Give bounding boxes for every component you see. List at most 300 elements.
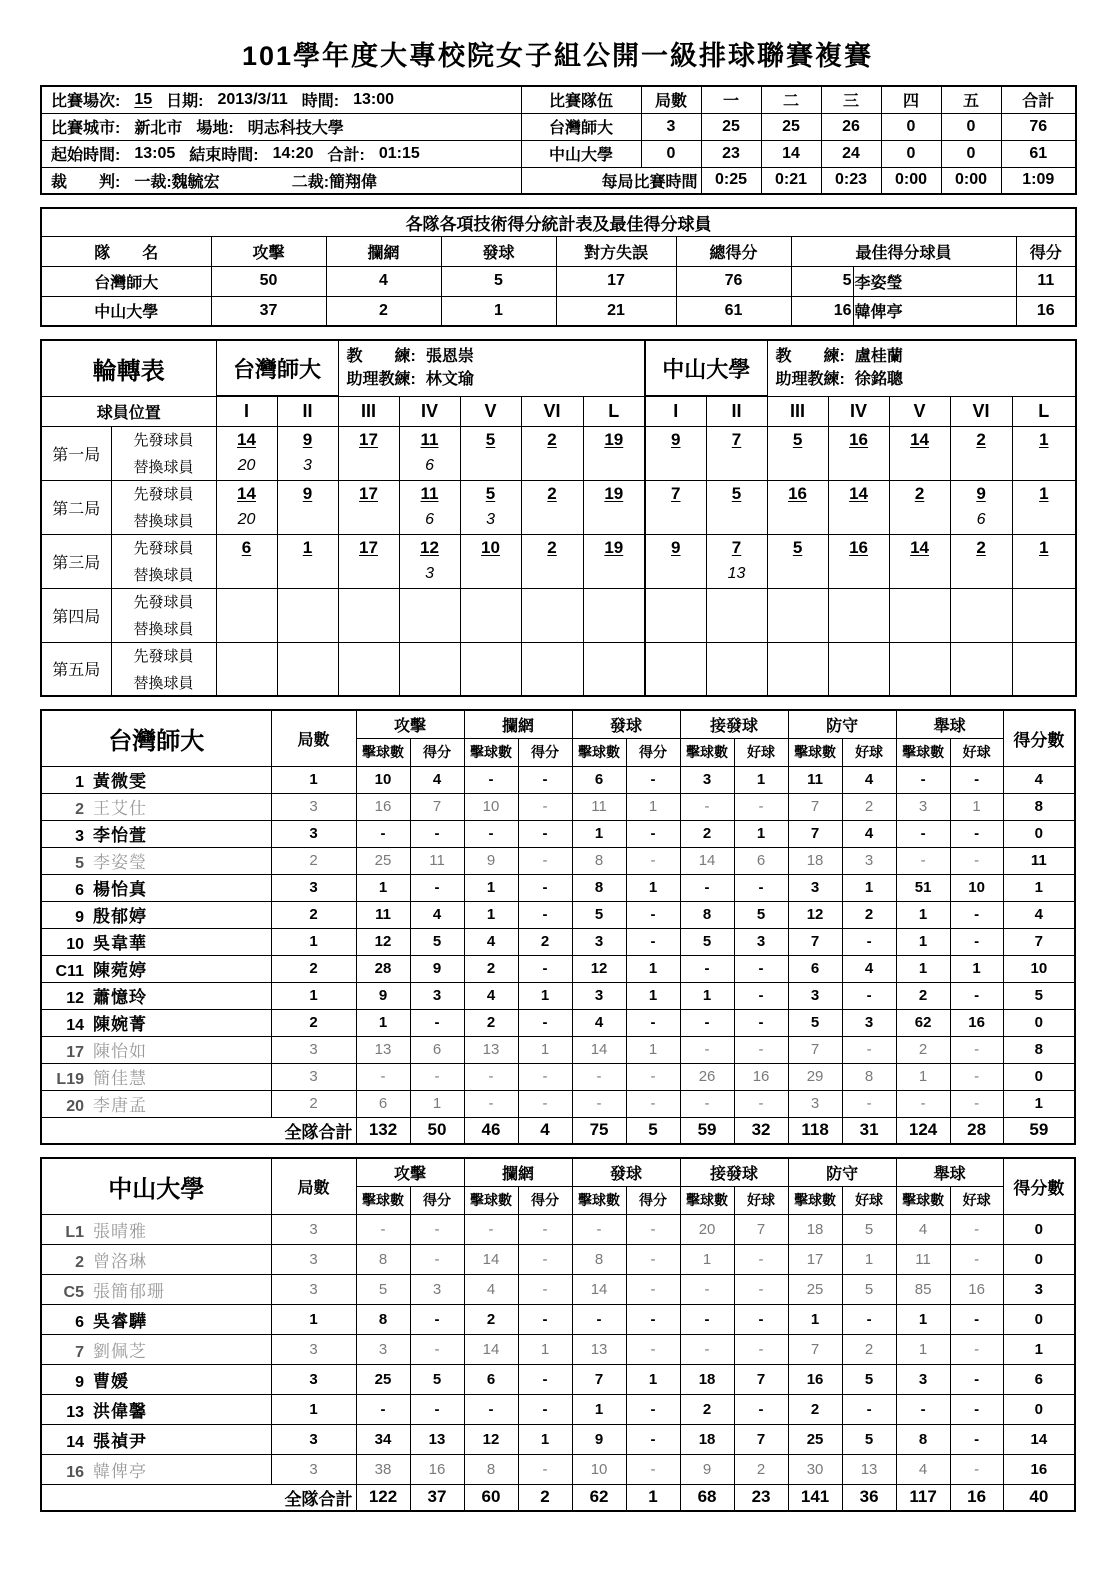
stat-subheader: 擊球數 [356,1186,410,1214]
stat-cell: 8 [356,1244,410,1274]
stat-cell: - [410,1214,464,1244]
total-stat-cell: 37 [410,1484,464,1511]
stat-cell: 2 [842,793,896,820]
sets-won-cell: 3 [641,113,701,140]
page-title: 101學年度大專校院女子組公開一級排球聯賽複賽 [241,41,874,71]
substitute-player-number [1012,507,1076,534]
sets-played-cell: 3 [271,1036,356,1063]
stat-cell: 9 [572,1424,626,1454]
player-name: 劉佩芝 [93,1341,147,1361]
substitute-player-number [338,561,399,588]
stat-cell: - [464,766,518,793]
starter-player-number [460,642,521,669]
stat-cell: - [734,874,788,901]
stat-subheader: 擊球數 [788,738,842,766]
stat-cell: 3 [410,1274,464,1304]
player-points-cell: 0 [1003,1214,1075,1244]
stat-cell: 4 [464,1274,518,1304]
substitute-player-number [583,453,645,480]
substitute-player-number [399,615,460,642]
summary-header-row [41,236,1076,266]
substitute-player-number [828,561,889,588]
starter-player-number: 7 [706,426,767,453]
rotation-starter-row [41,480,1076,507]
player-row [41,1274,1075,1304]
player-name: 張晴雅 [93,1221,147,1241]
stat-cell: - [518,1394,572,1424]
starter-player-number [950,642,1012,669]
stat-cell: - [518,1274,572,1304]
set-score-cell: 0 [881,140,941,167]
stat-cell: - [950,1364,1003,1394]
stat-cell: 1 [896,1334,950,1364]
stat-cell: 9 [680,1454,734,1484]
player-name-cell [41,1036,271,1063]
stat-cell: - [626,1274,680,1304]
stat-cell: 14 [464,1334,518,1364]
best-scorer-name: 李姿瑩 [853,266,1016,296]
stat-cell: - [680,1334,734,1364]
starter-player-number: 16 [828,534,889,561]
info-label: 場地: [196,120,234,137]
info-label: 結束時間: [189,147,259,164]
summary-data-row [41,266,1076,296]
set-score-cell: 23 [701,140,761,167]
starter-player-number [889,642,950,669]
attack-points-cell: 37 [211,296,326,326]
starter-player-number: 14 [828,480,889,507]
stat-cell: 5 [356,1274,410,1304]
stat-cell: 2 [680,820,734,847]
assistant-coach-name: 徐銘聰 [854,371,903,389]
player-name-cell [41,1424,271,1454]
player-points-cell: 0 [1003,1394,1075,1424]
stat-cell: 1 [842,874,896,901]
stat-cell: 18 [788,847,842,874]
player-name-cell [41,1334,271,1364]
starter-player-number: 17 [338,534,399,561]
score-grid-header-cell: 比賽隊伍 [521,86,641,113]
stat-cell: 1 [572,1394,626,1424]
match-info-row [41,113,1076,140]
starter-player-number: 1 [1012,480,1076,507]
substitute-player-number [645,507,706,534]
sets-played-cell: 3 [271,1334,356,1364]
team-name-cell: 中山大學 [41,1158,271,1214]
player-name-cell [41,1364,271,1394]
position-header-cell: IV [399,396,460,426]
player-points-cell: 6 [1003,1364,1075,1394]
stat-cell: 13 [410,1424,464,1454]
total-stat-cell: 4 [518,1117,572,1144]
stat-cell: 3 [896,1364,950,1394]
substitute-player-number [950,615,1012,642]
player-points-cell: 1 [1003,1090,1075,1117]
stat-group-header: 防守 [788,1158,896,1186]
stat-group-header: 攻擊 [356,1158,464,1186]
stat-cell: 3 [842,1009,896,1036]
stat-cell: - [626,1090,680,1117]
substitute-player-number: 3 [460,507,521,534]
player-points-cell: 8 [1003,793,1075,820]
stat-cell: - [950,1454,1003,1484]
player-row [41,1090,1075,1117]
stats-header-row [41,710,1075,738]
points-header: 得分數 [1003,710,1075,766]
stat-cell: 3 [842,847,896,874]
stat-subheader: 得分 [626,1186,680,1214]
substitute-player-number: 3 [277,453,338,480]
stat-cell: 4 [410,766,464,793]
stat-cell: - [410,820,464,847]
jersey-number: 5 [75,855,84,872]
match-info-segments [45,169,518,192]
position-header-cell: III [767,396,828,426]
starter-player-number: 7 [645,480,706,507]
match-info-row [41,167,1076,194]
position-header-cell: II [277,396,338,426]
stat-cell: 1 [518,982,572,1009]
stat-cell: 6 [356,1090,410,1117]
info-value: 13:05 [134,144,176,162]
stat-cell: 7 [788,820,842,847]
rotation-sub-row [41,507,1076,534]
starter-player-number [583,642,645,669]
coach-line [347,345,642,368]
set-score-cell: 14 [761,140,821,167]
player-row [41,1304,1075,1334]
player-row [41,1036,1075,1063]
player-name: 韓俾亭 [93,1461,147,1481]
substitute-player-number [521,669,583,696]
starter-row-label: 先發球員 [111,534,216,561]
stat-group-header: 發球 [572,1158,680,1186]
substitute-player-number [767,669,828,696]
stat-cell: 4 [896,1214,950,1244]
total-stat-cell: 59 [680,1117,734,1144]
stat-cell: 9 [410,955,464,982]
stat-cell: 7 [788,1334,842,1364]
stat-cell: 10 [950,874,1003,901]
stat-cell: 1 [626,982,680,1009]
substitute-player-number [1012,561,1076,588]
stat-cell: - [410,1394,464,1424]
stat-cell: 7 [734,1214,788,1244]
starter-player-number [889,588,950,615]
team-name-cell: 台灣師大 [521,113,641,140]
substitute-player-number [216,669,277,696]
player-name-cell [41,820,271,847]
stat-cell: 1 [950,793,1003,820]
stat-cell: 16 [950,1274,1003,1304]
player-row [41,847,1075,874]
position-header-cell: II [706,396,767,426]
substitute-player-number [583,561,645,588]
total-stat-cell: 5 [626,1117,680,1144]
summary-header-cell: 攔網 [326,236,441,266]
stat-cell: - [842,1036,896,1063]
sets-played-cell: 1 [271,1304,356,1334]
substitute-player-number [338,669,399,696]
jersey-number: 13 [66,1403,84,1421]
stat-cell: - [950,847,1003,874]
starter-player-number: 5 [460,480,521,507]
summary-title-row [41,208,1076,236]
stat-cell: - [680,1009,734,1036]
stat-cell: 1 [356,1009,410,1036]
stat-cell: - [734,982,788,1009]
stat-cell: 6 [734,847,788,874]
stat-cell: - [680,874,734,901]
team-stats-table-ntnu [40,709,1076,1145]
player-row [41,766,1075,793]
substitute-player-number [460,615,521,642]
substitute-player-number [521,507,583,534]
substitute-player-number: 3 [399,561,460,588]
starter-player-number: 9 [950,480,1012,507]
sets-played-cell: 3 [271,820,356,847]
stat-cell: 2 [896,982,950,1009]
stat-cell: 2 [680,1394,734,1424]
set-time-label: 每局比賽時間 [521,167,701,194]
stat-cell: - [518,793,572,820]
total-points-cell: 59 [1003,1117,1075,1144]
player-points-cell: 4 [1003,766,1075,793]
match-info-segments [45,115,518,138]
substitute-player-number [706,507,767,534]
substitute-player-number [338,453,399,480]
total-stat-cell: 31 [842,1117,896,1144]
substitute-player-number: 6 [399,507,460,534]
player-row [41,820,1075,847]
stat-subheader: 擊球數 [680,1186,734,1214]
best-scorer-number: 5 [791,266,853,296]
substitute-player-number [706,669,767,696]
assistant-coach-label: 助理教練: [775,371,845,389]
starter-player-number [460,588,521,615]
stat-cell: 18 [788,1214,842,1244]
team-name-cell: 台灣師大 [41,266,211,296]
stat-cell: 13 [464,1036,518,1063]
stat-group-header: 接發球 [680,710,788,738]
stat-cell: 8 [572,874,626,901]
jersey-number: 2 [75,1253,84,1271]
stat-cell: - [626,1334,680,1364]
opponent-errors-cell: 21 [556,296,676,326]
total-stat-cell: 124 [896,1117,950,1144]
stat-cell: - [734,1036,788,1063]
total-stat-cell: 50 [410,1117,464,1144]
sets-played-header: 局數 [271,710,356,766]
stat-cell: 2 [464,955,518,982]
substitute-player-number [828,669,889,696]
stat-cell: 14 [680,847,734,874]
stat-cell: 1 [950,955,1003,982]
stat-cell: 5 [572,901,626,928]
total-stat-cell: 117 [896,1484,950,1511]
stat-cell: - [950,1090,1003,1117]
substitute-row-label: 替換球員 [111,615,216,642]
stat-cell: - [464,1214,518,1244]
total-stat-cell: 16 [950,1484,1003,1511]
stat-cell: 1 [626,955,680,982]
stat-cell: 1 [572,820,626,847]
starter-player-number: 19 [583,480,645,507]
starter-player-number [645,588,706,615]
stat-cell: - [950,928,1003,955]
player-name: 張簡郁珊 [93,1281,165,1301]
starter-player-number [338,588,399,615]
substitute-player-number [889,561,950,588]
starter-player-number [1012,642,1076,669]
stat-cell: - [680,793,734,820]
stat-cell: 4 [464,982,518,1009]
player-name: 楊怡真 [93,880,147,899]
substitute-player-number [889,507,950,534]
position-header-cell: V [889,396,950,426]
substitute-player-number [767,615,828,642]
stat-cell: 5 [842,1424,896,1454]
substitute-player-number [828,507,889,534]
player-name: 吳睿驊 [93,1311,147,1331]
stat-cell: 4 [842,955,896,982]
stat-cell: - [518,1364,572,1394]
player-row [41,955,1075,982]
player-name-cell [41,1394,271,1424]
substitute-player-number [889,453,950,480]
stat-cell: - [410,874,464,901]
player-row [41,982,1075,1009]
coach-label: 教 練: [775,348,845,366]
stat-cell: 16 [356,793,410,820]
stat-cell: - [626,1394,680,1424]
coach-name: 盧桂蘭 [854,348,903,366]
stat-cell: - [356,1063,410,1090]
info-value: 13:00 [353,90,395,108]
stat-cell: - [734,1009,788,1036]
jersey-number: 9 [75,1373,84,1391]
stat-cell: - [734,1244,788,1274]
stat-cell: - [572,1090,626,1117]
score-grid-header-cell: 局數 [641,86,701,113]
stat-subheader: 擊球數 [572,738,626,766]
stat-cell: - [518,1009,572,1036]
stat-cell: 62 [896,1009,950,1036]
info-value: 新北市 [134,120,183,137]
stat-cell: - [842,1394,896,1424]
starter-player-number: 11 [399,480,460,507]
player-row [41,928,1075,955]
set-score-cell: 25 [761,113,821,140]
stat-cell: 10 [464,793,518,820]
stat-cell: 3 [734,928,788,955]
team-name-cell: 中山大學 [521,140,641,167]
total-stat-cell: 122 [356,1484,410,1511]
total-score-cell: 61 [1001,140,1076,167]
stat-cell: 2 [788,1394,842,1424]
team-total-row [41,1484,1075,1511]
stat-cell: 5 [842,1214,896,1244]
stat-cell: - [950,1214,1003,1244]
match-info-row [41,86,1076,113]
stat-cell: 1 [842,1244,896,1274]
starter-player-number: 1 [1012,534,1076,561]
stat-cell: - [734,1090,788,1117]
stat-cell: 16 [788,1364,842,1394]
starter-player-number [521,588,583,615]
starter-player-number: 11 [399,426,460,453]
substitute-row-label: 替換球員 [111,669,216,696]
best-scorer-points: 16 [1016,296,1076,326]
score-grid-header-cell: 三 [821,86,881,113]
set-time-cell: 0:00 [881,167,941,194]
rotation-starter-row [41,588,1076,615]
stat-cell: 8 [680,901,734,928]
summary-header-cell: 得分 [1016,236,1076,266]
stat-cell: 3 [410,982,464,1009]
stat-cell: 3 [788,1090,842,1117]
stat-cell: 1 [680,1244,734,1274]
player-name: 洪偉馨 [93,1401,147,1421]
substitute-player-number [828,615,889,642]
stat-cell: - [356,1214,410,1244]
score-grid-header-cell: 五 [941,86,1001,113]
stat-cell: 18 [680,1424,734,1454]
stat-cell: - [950,1036,1003,1063]
starter-player-number: 14 [889,426,950,453]
stat-cell: 10 [572,1454,626,1484]
player-name: 李姿瑩 [93,853,147,872]
stat-cell: - [626,1063,680,1090]
info-value: 15 [134,90,153,108]
stat-subheader: 好球 [842,738,896,766]
substitute-player-number [583,669,645,696]
player-name-cell [41,1214,271,1244]
starter-player-number [706,642,767,669]
starter-player-number: 5 [767,426,828,453]
total-points-cell: 61 [676,296,791,326]
starter-player-number: 9 [645,426,706,453]
serve-points-cell: 1 [441,296,556,326]
stat-cell: - [518,1214,572,1244]
starter-player-number [1012,588,1076,615]
team-name-cell: 台灣師大 [41,710,271,766]
player-name: 曹媛 [93,1371,129,1391]
set-time-cell: 0:25 [701,167,761,194]
substitute-player-number [645,615,706,642]
starter-player-number: 2 [950,426,1012,453]
substitute-player-number [889,615,950,642]
substitute-player-number [583,615,645,642]
starter-player-number: 14 [889,534,950,561]
jersey-number: C11 [55,963,84,980]
player-name: 蕭憶玲 [93,988,147,1007]
sets-played-cell: 2 [271,1090,356,1117]
stat-cell: - [842,1304,896,1334]
rotation-team-name: 台灣師大 [216,340,338,396]
starter-player-number: 17 [338,480,399,507]
substitute-player-number [645,561,706,588]
stat-cell: - [626,820,680,847]
coach-name: 張恩崇 [425,348,474,366]
stat-cell: 2 [734,1454,788,1484]
stat-cell: - [518,847,572,874]
stat-cell: 7 [788,1036,842,1063]
total-stat-cell: 23 [734,1484,788,1511]
stat-cell: 30 [788,1454,842,1484]
stat-cell: 13 [842,1454,896,1484]
stat-cell: 1 [734,766,788,793]
